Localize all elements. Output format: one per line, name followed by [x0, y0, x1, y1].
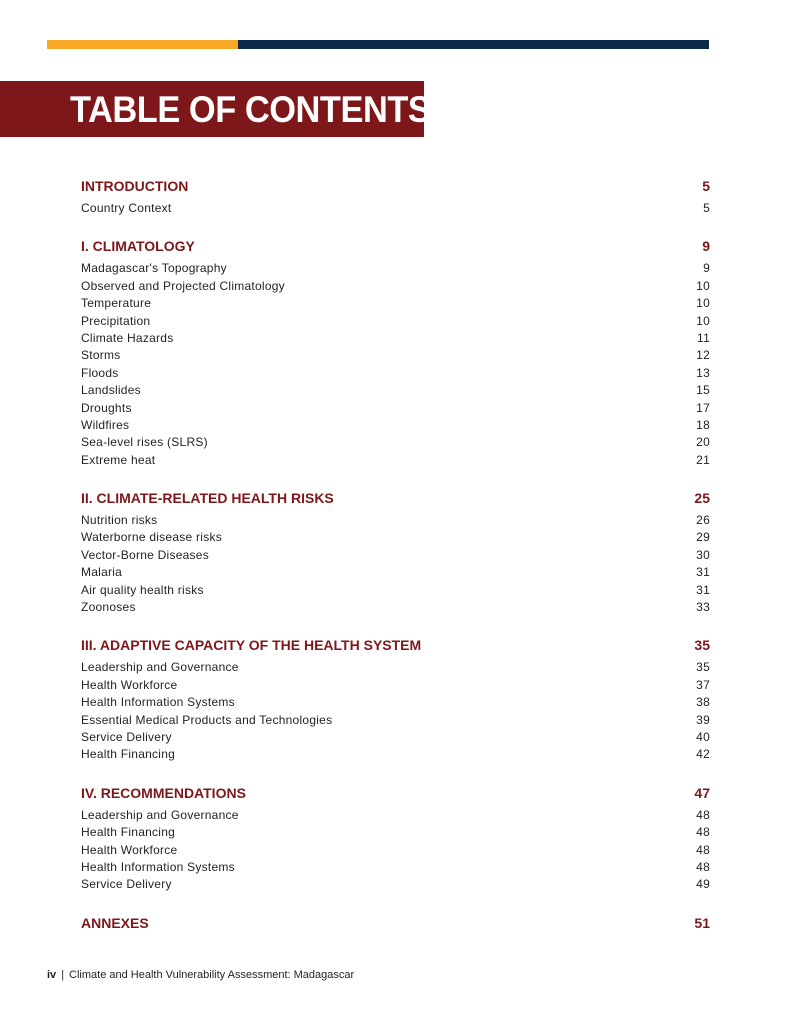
toc-entry[interactable] — [81, 529, 710, 546]
toc-entry-page-number: 42 — [696, 747, 710, 762]
toc-section-heading-label: II. CLIMATE-RELATED HEALTH RISKS — [81, 490, 334, 507]
toc-entry[interactable] — [81, 824, 710, 841]
toc-section-heading-page-number: 5 — [702, 178, 710, 194]
toc-entry-page-number: 5 — [703, 201, 710, 215]
toc-entry-label: Health Financing — [81, 825, 176, 840]
toc-entry-page-number: 18 — [696, 417, 710, 432]
toc-entry-label: Observed and Projected Climatology — [81, 278, 285, 293]
toc-entry-label: Precipitation — [81, 313, 151, 328]
toc-entry-label: Sea-level rises (SLRS) — [81, 435, 208, 450]
toc-entry[interactable] — [81, 417, 710, 434]
toc-entry-label: Essential Medical Products and Technologies — [81, 712, 333, 727]
page-title: TABLE OF CONTENTS — [70, 88, 431, 130]
toc-section-heading-label: INTRODUCTION — [81, 178, 189, 194]
toc-entry-label: Zoonoses — [81, 600, 136, 615]
toc-entry-page-number: 37 — [696, 677, 710, 692]
toc-entry[interactable] — [81, 278, 710, 295]
toc-entry[interactable] — [81, 599, 710, 616]
toc-section — [81, 913, 710, 933]
toc-entry[interactable] — [81, 677, 710, 694]
toc-section — [81, 236, 710, 469]
toc-entry[interactable] — [81, 295, 710, 312]
toc-entry[interactable] — [81, 746, 710, 763]
toc-entry-label: Madagascar's Topography — [81, 261, 227, 276]
toc-entry[interactable] — [81, 547, 710, 564]
toc-section-heading-label: I. CLIMATOLOGY — [81, 238, 195, 255]
table-of-contents — [81, 176, 710, 952]
toc-entry[interactable] — [81, 452, 710, 469]
toc-entry-label: Climate Hazards — [81, 330, 174, 345]
toc-entry-label: Country Context — [81, 201, 172, 215]
toc-section-heading-page-number: 35 — [694, 637, 710, 654]
toc-entry-label: Vector-Borne Diseases — [81, 547, 209, 562]
footer-separator: | — [61, 969, 65, 981]
toc-section-heading-label: IV. RECOMMENDATIONS — [81, 784, 246, 801]
toc-section-heading[interactable] — [81, 913, 710, 933]
toc-entry-page-number: 49 — [696, 877, 710, 892]
toc-entry[interactable] — [81, 330, 710, 347]
toc-entry-label: Health Information Systems — [81, 859, 235, 874]
toc-entry-label: Waterborne disease risks — [81, 530, 222, 545]
toc-section-heading[interactable] — [81, 635, 710, 655]
page-footer — [47, 969, 354, 981]
toc-entry-label: Extreme heat — [81, 452, 156, 467]
toc-entry[interactable] — [81, 659, 710, 676]
toc-entry-label: Temperature — [81, 296, 152, 311]
toc-entry-label: Floods — [81, 365, 119, 380]
toc-entry-page-number: 48 — [696, 807, 710, 822]
toc-entry-page-number: 31 — [696, 582, 710, 597]
toc-entry-page-number: 26 — [696, 513, 710, 528]
toc-entry-page-number: 30 — [696, 547, 710, 562]
toc-entry-page-number: 17 — [696, 400, 710, 415]
toc-section-heading-label: ANNEXES — [81, 914, 149, 931]
toc-entry[interactable] — [81, 400, 710, 417]
toc-entry-page-number: 39 — [696, 712, 710, 727]
toc-entry-page-number: 35 — [696, 660, 710, 675]
toc-section-heading-page-number: 25 — [694, 490, 710, 507]
toc-entry-label: Malaria — [81, 565, 123, 580]
toc-section — [81, 635, 710, 763]
toc-entry-page-number: 20 — [696, 435, 710, 450]
toc-section-heading[interactable] — [81, 783, 710, 803]
toc-entry-label: Health Information Systems — [81, 695, 235, 710]
toc-entry[interactable] — [81, 694, 710, 711]
toc-section-heading[interactable] — [81, 176, 710, 196]
toc-section-heading-page-number: 51 — [694, 914, 710, 931]
toc-entry[interactable] — [81, 434, 710, 451]
toc-entry-page-number: 10 — [696, 313, 710, 328]
toc-section — [81, 783, 710, 894]
toc-entry-page-number: 13 — [696, 365, 710, 380]
toc-entry[interactable] — [81, 382, 710, 399]
toc-entry-page-number: 48 — [696, 859, 710, 874]
toc-entry[interactable] — [81, 729, 710, 746]
toc-entry-page-number: 21 — [696, 452, 710, 467]
toc-section-heading-page-number: 47 — [694, 784, 710, 801]
toc-entry-label: Service Delivery — [81, 729, 172, 744]
toc-section-heading-label: III. ADAPTIVE CAPACITY OF THE HEALTH SYSTEM — [81, 637, 422, 654]
toc-entry[interactable] — [81, 807, 710, 824]
toc-entry[interactable] — [81, 564, 710, 581]
toc-entry-label: Service Delivery — [81, 877, 172, 892]
top-bar-navy-segment — [238, 40, 709, 49]
toc-section — [81, 488, 710, 616]
toc-entry-page-number: 10 — [696, 278, 710, 293]
toc-entry-page-number: 31 — [696, 565, 710, 580]
toc-entry-label: Landslides — [81, 383, 141, 398]
toc-entry-page-number: 48 — [696, 842, 710, 857]
toc-entry-label: Wildfires — [81, 417, 130, 432]
toc-entry-label: Droughts — [81, 400, 132, 415]
toc-entry-page-number: 12 — [696, 348, 710, 363]
toc-entry[interactable] — [81, 365, 710, 382]
toc-entry-label: Leadership and Governance — [81, 660, 239, 675]
toc-entry-page-number: 40 — [696, 729, 710, 744]
toc-entry-label: Leadership and Governance — [81, 807, 239, 822]
footer-page-number: iv — [47, 969, 57, 981]
toc-entry-page-number: 11 — [697, 330, 710, 345]
toc-entry[interactable] — [81, 347, 710, 364]
toc-entry[interactable] — [81, 200, 710, 217]
toc-entry[interactable] — [81, 582, 710, 599]
toc-entry[interactable] — [81, 260, 710, 277]
toc-entry-page-number: 38 — [696, 695, 710, 710]
toc-entry-page-number: 48 — [696, 825, 710, 840]
toc-entry-page-number: 9 — [703, 261, 710, 276]
toc-entry-page-number: 33 — [696, 600, 710, 615]
toc-entry-label: Storms — [81, 348, 121, 363]
top-color-bar — [47, 40, 709, 49]
toc-entry-label: Health Financing — [81, 747, 176, 762]
toc-entry-label: Health Workforce — [81, 842, 178, 857]
toc-entry-page-number: 29 — [696, 530, 710, 545]
top-bar-gold-segment — [47, 40, 238, 49]
toc-entry[interactable] — [81, 512, 710, 529]
toc-entry-label: Air quality health risks — [81, 582, 204, 597]
toc-section-heading[interactable] — [81, 488, 710, 508]
toc-section — [81, 176, 710, 217]
toc-entry[interactable] — [81, 842, 710, 859]
toc-entry-label: Health Workforce — [81, 677, 178, 692]
toc-section-heading-page-number: 9 — [702, 238, 710, 255]
footer-document-title: Climate and Health Vulnerability Assessment: Madagascar — [69, 969, 355, 981]
toc-entry[interactable] — [81, 859, 710, 876]
toc-entry[interactable] — [81, 313, 710, 330]
toc-entry-page-number: 15 — [696, 383, 710, 398]
toc-entry[interactable] — [81, 712, 710, 729]
toc-section-heading[interactable] — [81, 236, 710, 256]
title-band — [0, 81, 431, 137]
toc-entry[interactable] — [81, 876, 710, 893]
toc-entry-page-number: 10 — [696, 296, 710, 311]
toc-entry-label: Nutrition risks — [81, 513, 158, 528]
